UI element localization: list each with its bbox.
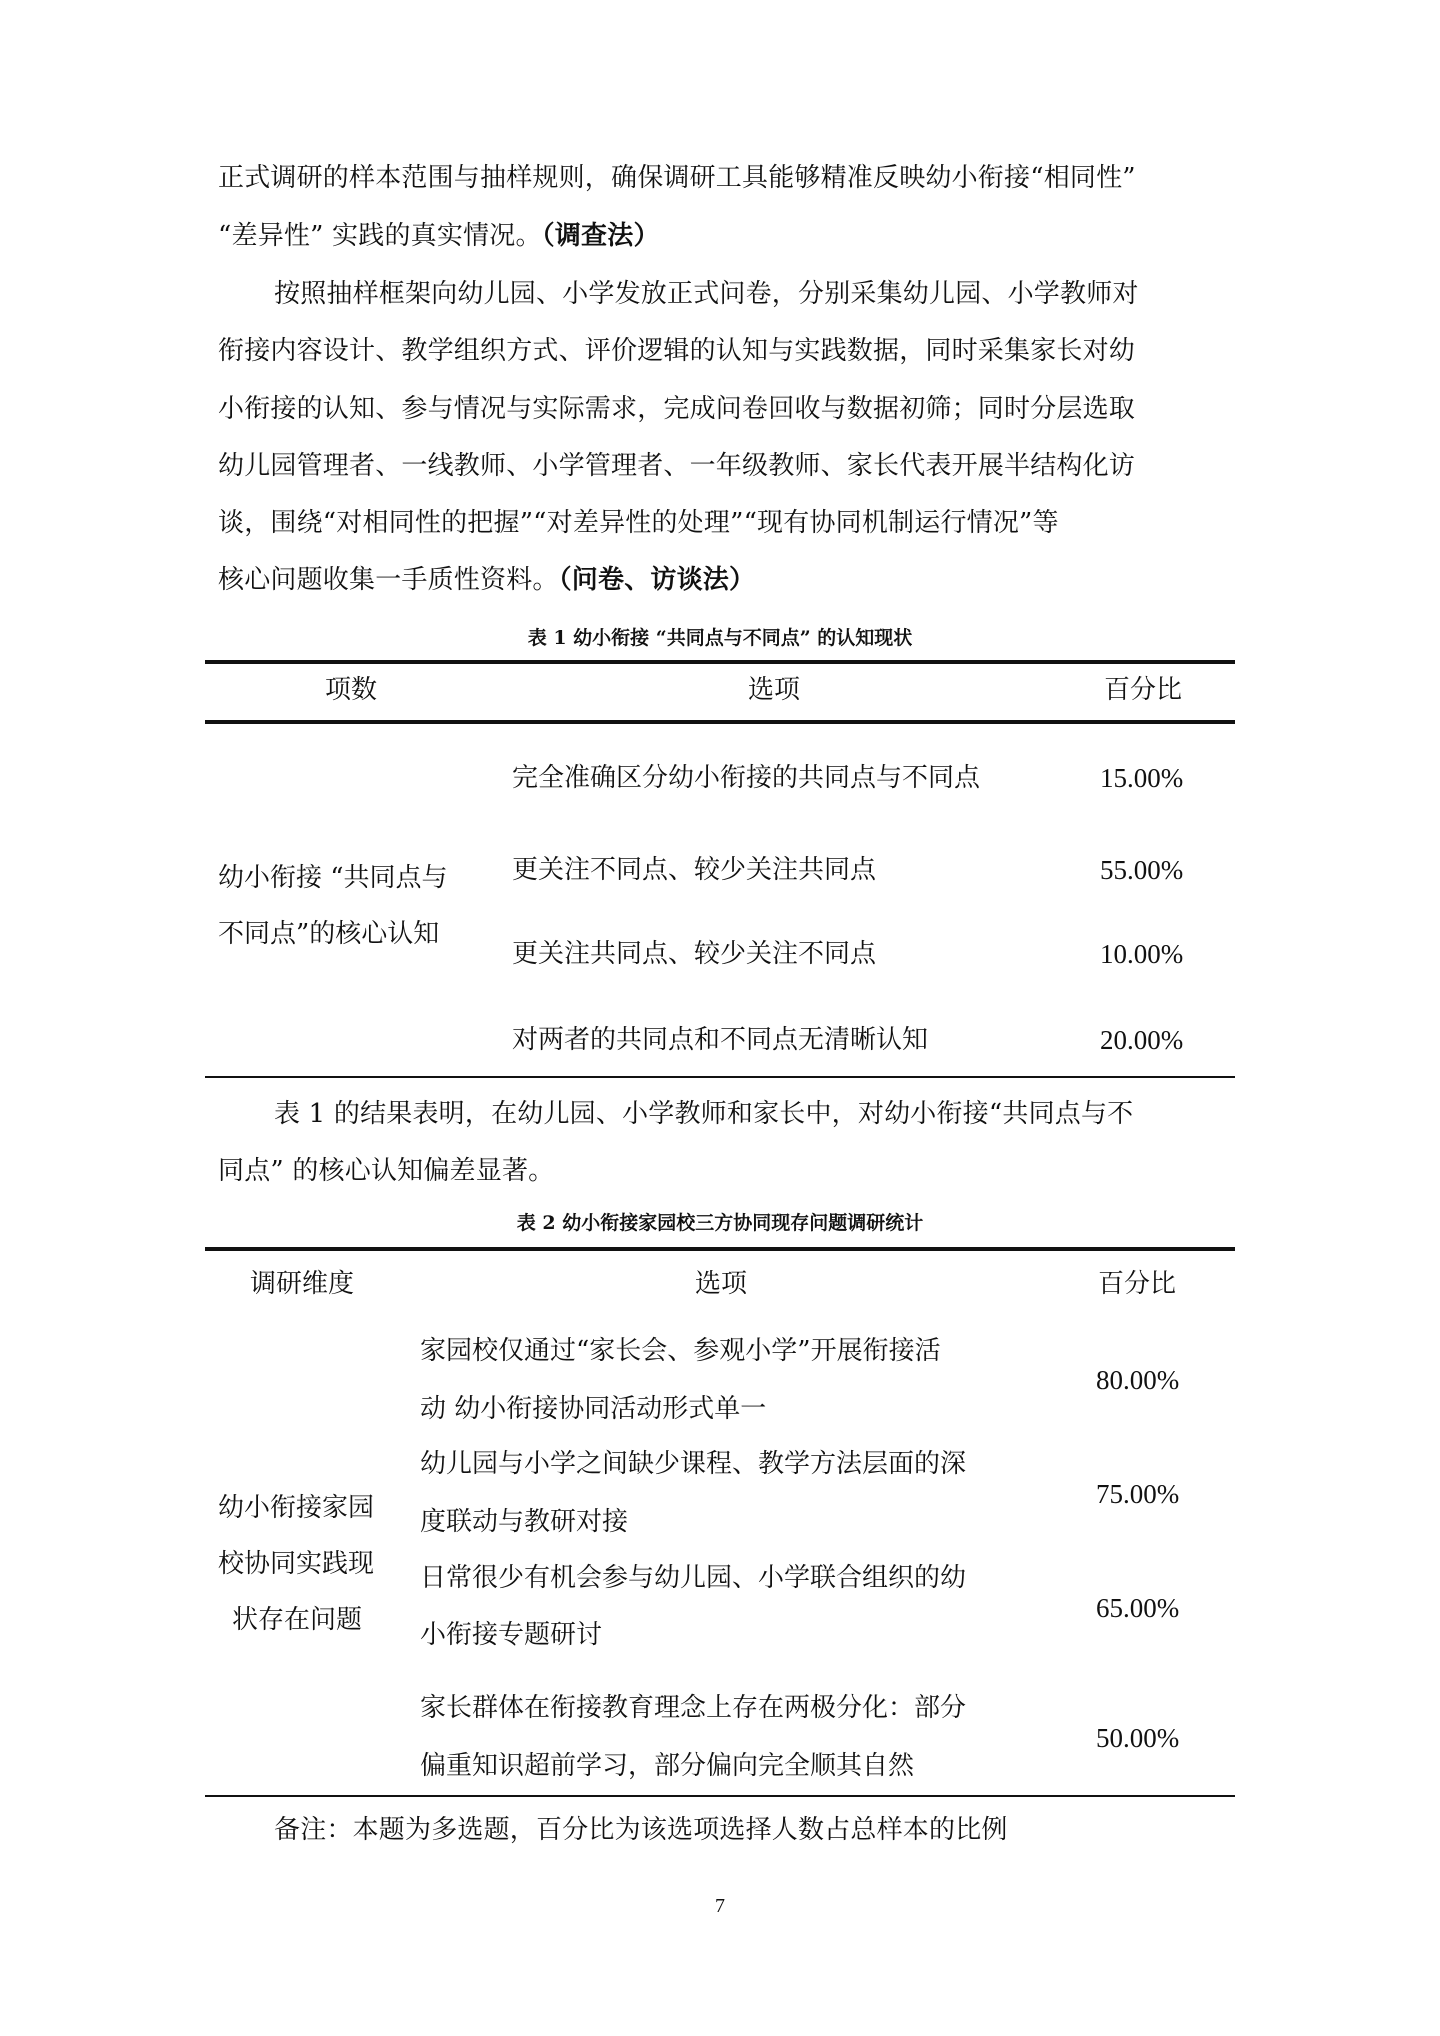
- table2-option-line: 家长群体在衔接教育理念上存在两极分化：部分: [420, 1693, 967, 1723]
- table2-header-dimension: 调研维度: [250, 1269, 355, 1299]
- table2-category: 幼小衔接家园: [218, 1493, 375, 1523]
- paragraph-line: 幼儿园管理者、一线教师、小学管理者、一年级教师、家长代表开展半结构化访: [218, 451, 1136, 481]
- table2-percent: 80.00%: [1096, 1365, 1180, 1395]
- table1-percent: 55.00%: [1100, 855, 1184, 885]
- table2-header-percent: 百分比: [1098, 1269, 1177, 1299]
- table2-option-line: 家园校仅通过“家长会、参观小学”开展衔接活: [420, 1336, 941, 1366]
- table2-top-rule: [205, 1247, 1235, 1251]
- table1-category: 不同点”的核心认知: [218, 919, 440, 949]
- paragraph-line: 衔接内容设计、教学组织方式、评价逻辑的认知与实践数据，同时采集家长对幼: [218, 336, 1136, 366]
- table1-caption: 表 1 幼小衔接 “共同点与不同点” 的认知现状: [527, 627, 913, 649]
- table2-option-line: 偏重知识超前学习，部分偏向完全顺其自然: [420, 1751, 915, 1781]
- table1-category: 幼小衔接 “共同点与: [218, 863, 448, 893]
- table2-header-option: 选项: [695, 1269, 748, 1299]
- paragraph-line: [218, 562, 1230, 598]
- paragraph-line: 同点” 的核心认知偏差显著。: [218, 1156, 555, 1186]
- table1-option: 更关注共同点、较少关注不同点: [512, 939, 877, 969]
- table2-option-line: 日常很少有机会参与幼儿园、小学联合组织的幼: [420, 1563, 967, 1593]
- paragraph-line: [218, 218, 1230, 254]
- table2-option-line: 小衔接专题研讨: [420, 1620, 603, 1650]
- table1-option: 对两者的共同点和不同点无清晰认知: [512, 1025, 929, 1055]
- paragraph-line: 正式调研的样本范围与抽样规则，确保调研工具能够精准反映幼小衔接“相同性”: [218, 163, 1136, 193]
- method-label: （调查法）: [541, 221, 660, 251]
- table2-note: 备注：本题为多选题，百分比为该选项选择人数占总样本的比例: [274, 1815, 1008, 1845]
- table1-option: 完全准确区分幼小衔接的共同点与不同点: [512, 763, 981, 793]
- table2-category: 状存在问题: [232, 1605, 363, 1635]
- paragraph-line: 谈，围绕“对相同性的把握”“对差异性的处理”“现有协同机制运行情况”等: [218, 508, 1059, 538]
- table2-option-line: 幼儿园与小学之间缺少课程、教学方法层面的深: [420, 1449, 967, 1479]
- table2-category: 校协同实践现: [218, 1549, 375, 1579]
- table2-option-line: 度联动与教研对接: [420, 1507, 629, 1537]
- table1-top-rule: [205, 660, 1235, 664]
- table1-header-rule: [205, 720, 1235, 724]
- table1-header-item: 项数: [325, 675, 378, 705]
- table1-bottom-rule: [205, 1076, 1235, 1078]
- table1-percent: 10.00%: [1100, 939, 1184, 969]
- paragraph-line: 表 1 的结果表明，在幼儿园、小学教师和家长中，对幼小衔接“共同点与不: [274, 1099, 1134, 1129]
- table2-percent: 50.00%: [1096, 1723, 1180, 1753]
- paragraph-text: 核心问题收集一手质性资料。: [218, 565, 559, 595]
- table2-caption: 表 2 幼小衔接家园校三方协同现存问题调研统计: [516, 1212, 924, 1234]
- table2-percent: 65.00%: [1096, 1593, 1180, 1623]
- table1-header-option: 选项: [748, 675, 801, 705]
- page-number: 7: [715, 1895, 725, 1917]
- paragraph-line: 按照抽样框架向幼儿园、小学发放正式问卷，分别采集幼儿园、小学教师对: [274, 279, 1139, 309]
- table1-percent: 20.00%: [1100, 1025, 1184, 1055]
- table1-option: 更关注不同点、较少关注共同点: [512, 855, 877, 885]
- table2-option-line: 动 幼小衔接协同活动形式单一: [420, 1394, 767, 1424]
- table2-bottom-rule: [205, 1795, 1235, 1797]
- paragraph-text: “差异性” 实践的真实情况。: [218, 221, 542, 251]
- table1-percent: 15.00%: [1100, 763, 1184, 793]
- method-label: （问卷、访谈法）: [558, 565, 756, 595]
- table1-header-percent: 百分比: [1104, 675, 1183, 705]
- paragraph-line: 小衔接的认知、参与情况与实际需求，完成问卷回收与数据初筛；同时分层选取: [218, 394, 1136, 424]
- table2-percent: 75.00%: [1096, 1479, 1180, 1509]
